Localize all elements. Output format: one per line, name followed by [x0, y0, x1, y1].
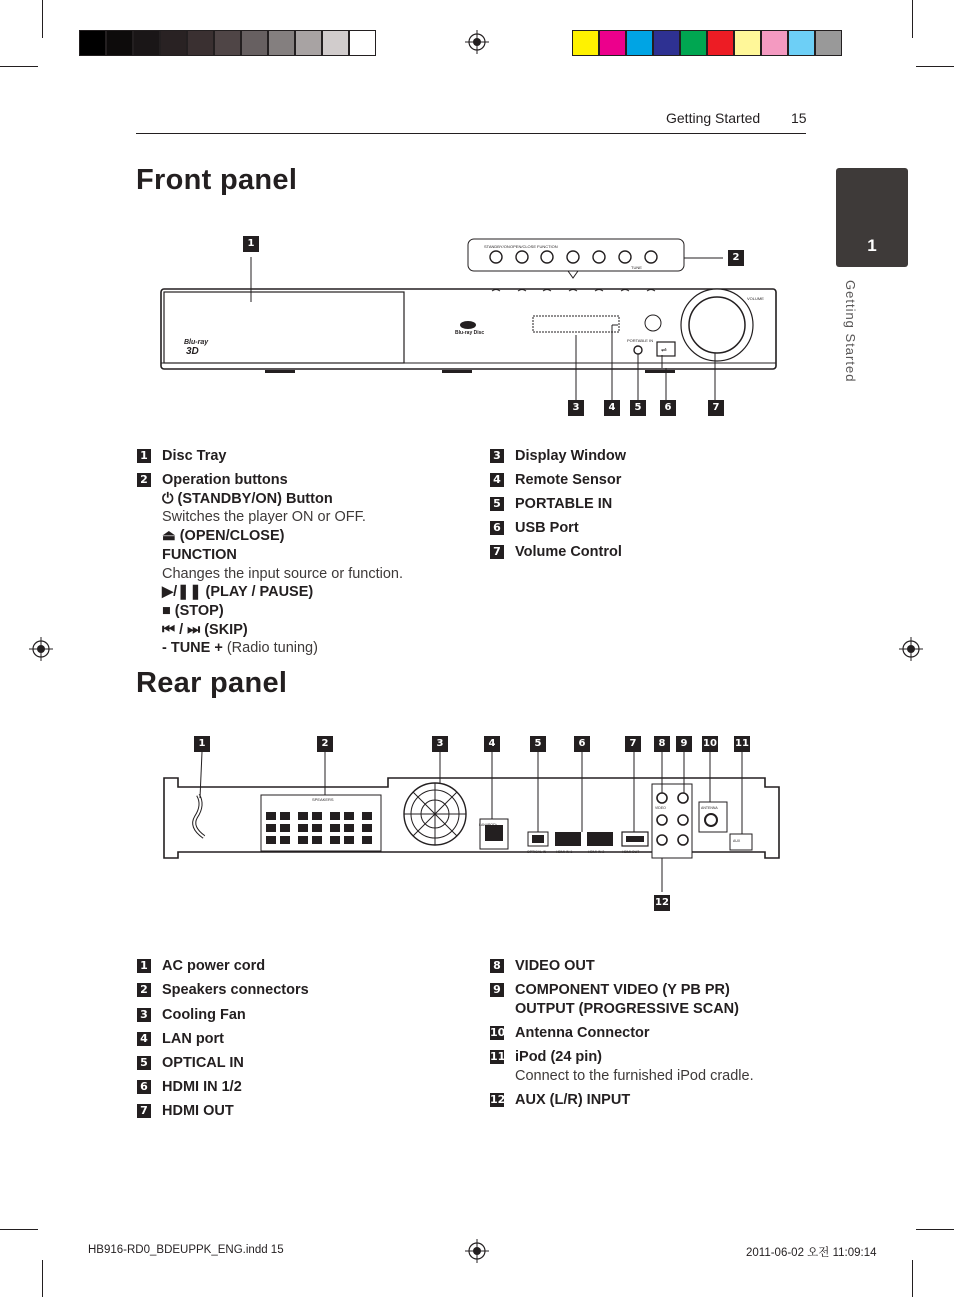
color-swatch: [79, 30, 106, 56]
callout-6: 6: [574, 736, 590, 752]
registration-mark-icon: [899, 637, 923, 661]
callout-3: 3: [568, 400, 584, 416]
label-hdmi2: HDMI IN 2: [588, 850, 605, 854]
crop-mark: [42, 1260, 43, 1297]
registration-mark-icon: [29, 637, 53, 661]
callout-6: 6: [660, 400, 676, 416]
color-swatch: [295, 30, 322, 56]
label-hdmi1: HDMI IN 1: [556, 850, 573, 854]
item-number: 5: [137, 1056, 151, 1070]
callout-9: 9: [676, 736, 692, 752]
front-item-portable-in: PORTABLE IN: [515, 496, 613, 512]
item-number: 6: [490, 521, 504, 535]
label-antenna: ANTENNA: [701, 806, 718, 810]
label-portable-in: PORTABLE IN: [627, 338, 654, 343]
color-swatch: [106, 30, 133, 56]
rear-panel-drawing: [160, 752, 785, 897]
item-number: 1: [137, 959, 151, 973]
color-swatch: [572, 30, 599, 56]
header-rule: [136, 133, 806, 134]
crop-mark: [0, 1229, 38, 1230]
callout-8: 8: [654, 736, 670, 752]
item-number: 3: [137, 1008, 151, 1022]
rear-item-ipod: iPod (24 pin) Connect to the furnished iPod cradle.: [515, 1049, 754, 1084]
callout-2: 2: [728, 250, 744, 266]
bluray-logo-text: Blu-ray: [184, 339, 209, 346]
callout-2: 2: [317, 736, 333, 752]
color-swatch: [788, 30, 815, 56]
item-number: 5: [490, 497, 504, 511]
chapter-tab-number: 1: [867, 236, 877, 255]
callout-11: 11: [734, 736, 750, 752]
rear-item-optical-in: OPTICAL IN: [162, 1055, 244, 1071]
item-number: 4: [137, 1032, 151, 1046]
callout-5: 5: [630, 400, 646, 416]
label-open-close: OPEN/CLOSE: [510, 244, 537, 249]
callout-7: 7: [708, 400, 724, 416]
registration-mark-icon: [465, 30, 489, 54]
label-function: FUNCTION: [537, 244, 558, 249]
callout-1: 1: [243, 236, 259, 252]
registration-mark-icon: [465, 1239, 489, 1263]
item-number: 10: [490, 1026, 506, 1039]
item-number: 7: [137, 1104, 151, 1118]
callout-4: 4: [604, 400, 620, 416]
color-swatch: [815, 30, 842, 56]
footer-filename: HB916-RD0_BDEUPPK_ENG.indd 15: [88, 1244, 284, 1256]
callout-10: 10: [702, 736, 718, 752]
front-item-display-window: Display Window: [515, 448, 627, 464]
item-number: 11: [490, 1050, 506, 1063]
rear-panel-title: Rear panel: [136, 667, 288, 699]
item-number: 1: [137, 449, 151, 463]
color-swatch: [349, 30, 376, 56]
footer-timestamp: 2011-06-02 오전 11:09:14: [746, 1247, 877, 1259]
callout-5: 5: [530, 736, 546, 752]
page-number: 15: [791, 110, 807, 126]
color-swatch: [680, 30, 707, 56]
bluray-3d-logo-text: 3D: [186, 346, 199, 357]
label-hdmi-out: HDMI OUT: [622, 850, 640, 854]
rear-item-component-video: COMPONENT VIDEO (Y PB PR) OUTPUT (PROGRESSIVE SCAN): [515, 982, 739, 1017]
label-volume: VOLUME: [747, 296, 764, 301]
crop-mark: [0, 66, 38, 67]
color-swatch: [322, 30, 349, 56]
label-video: VIDEO: [655, 806, 666, 810]
color-swatch: [241, 30, 268, 56]
color-swatch: [599, 30, 626, 56]
callout-12: 12: [654, 895, 670, 911]
crop-mark: [916, 66, 954, 67]
color-swatch: [133, 30, 160, 56]
rear-item-speakers-connectors: Speakers connectors: [162, 982, 309, 998]
rear-item-lan-port: LAN port: [162, 1031, 225, 1047]
label-speakers: SPEAKERS: [312, 797, 334, 802]
color-swatch: [707, 30, 734, 56]
color-swatch: [761, 30, 788, 56]
item-number: 3: [490, 449, 504, 463]
rear-item-antenna-connector: Antenna Connector: [515, 1025, 650, 1041]
label-tune: TUNE: [631, 265, 642, 270]
front-item-remote-sensor: Remote Sensor: [515, 472, 622, 488]
color-swatch: [187, 30, 214, 56]
rear-item-ac-power-cord: AC power cord: [162, 958, 266, 974]
bluray-disc-logo-text: Blu-ray Disc: [455, 330, 485, 336]
label-aux: AUX: [733, 839, 741, 843]
chapter-tab-label: Getting Started: [843, 280, 858, 383]
color-swatch: [626, 30, 653, 56]
callout-1: 1: [194, 736, 210, 752]
rear-item-hdmi-out: HDMI OUT: [162, 1103, 234, 1119]
svg-text:⇌: ⇌: [661, 347, 667, 354]
crop-mark: [916, 1229, 954, 1230]
label-optical: OPTICAL IN: [527, 850, 547, 854]
rear-item-video-out: VIDEO OUT: [515, 958, 595, 974]
rear-item-cooling-fan: Cooling Fan: [162, 1007, 246, 1023]
front-item-disc-tray: Disc Tray: [162, 448, 227, 464]
color-swatch: [734, 30, 761, 56]
color-swatch: [160, 30, 187, 56]
running-header-section: Getting Started: [666, 110, 761, 126]
label-standby: STANDBY/ON: [484, 244, 510, 249]
item-number: 12: [490, 1093, 506, 1106]
item-number: 2: [137, 983, 151, 997]
front-item-volume-control: Volume Control: [515, 544, 622, 560]
callout-3: 3: [432, 736, 448, 752]
front-panel-title: Front panel: [136, 164, 298, 196]
rear-item-hdmi-in: HDMI IN 1/2: [162, 1079, 242, 1095]
item-number: 7: [490, 545, 504, 559]
rear-item-aux-input: AUX (L/R) INPUT: [515, 1092, 631, 1108]
color-swatch: [268, 30, 295, 56]
item-number: 2: [137, 473, 151, 487]
crop-mark: [42, 0, 43, 38]
crop-mark: [912, 0, 913, 38]
callout-7: 7: [625, 736, 641, 752]
label-lan: LAN(IPOD): [479, 823, 497, 827]
item-number: 4: [490, 473, 504, 487]
color-swatch: [653, 30, 680, 56]
color-swatch: [214, 30, 241, 56]
crop-mark: [912, 1260, 913, 1297]
callout-4: 4: [484, 736, 500, 752]
item-number: 9: [490, 983, 504, 997]
item-number: 8: [490, 959, 504, 973]
item-number: 6: [137, 1080, 151, 1094]
front-item-usb-port: USB Port: [515, 520, 579, 536]
front-panel-drawing: [150, 230, 790, 420]
front-item-operation-buttons: Operation buttons ⏻ (STANDBY/ON) Button Switches the player ON or OFF. ⏏ (OPEN/CLOSE) FUNCTION Changes the input source or function. ▶/❚❚ (PLAY / PAUSE) ■ (STOP) ⏮ / ⏭ (SKIP) - TUNE + (Radio tuning): [162, 472, 404, 657]
